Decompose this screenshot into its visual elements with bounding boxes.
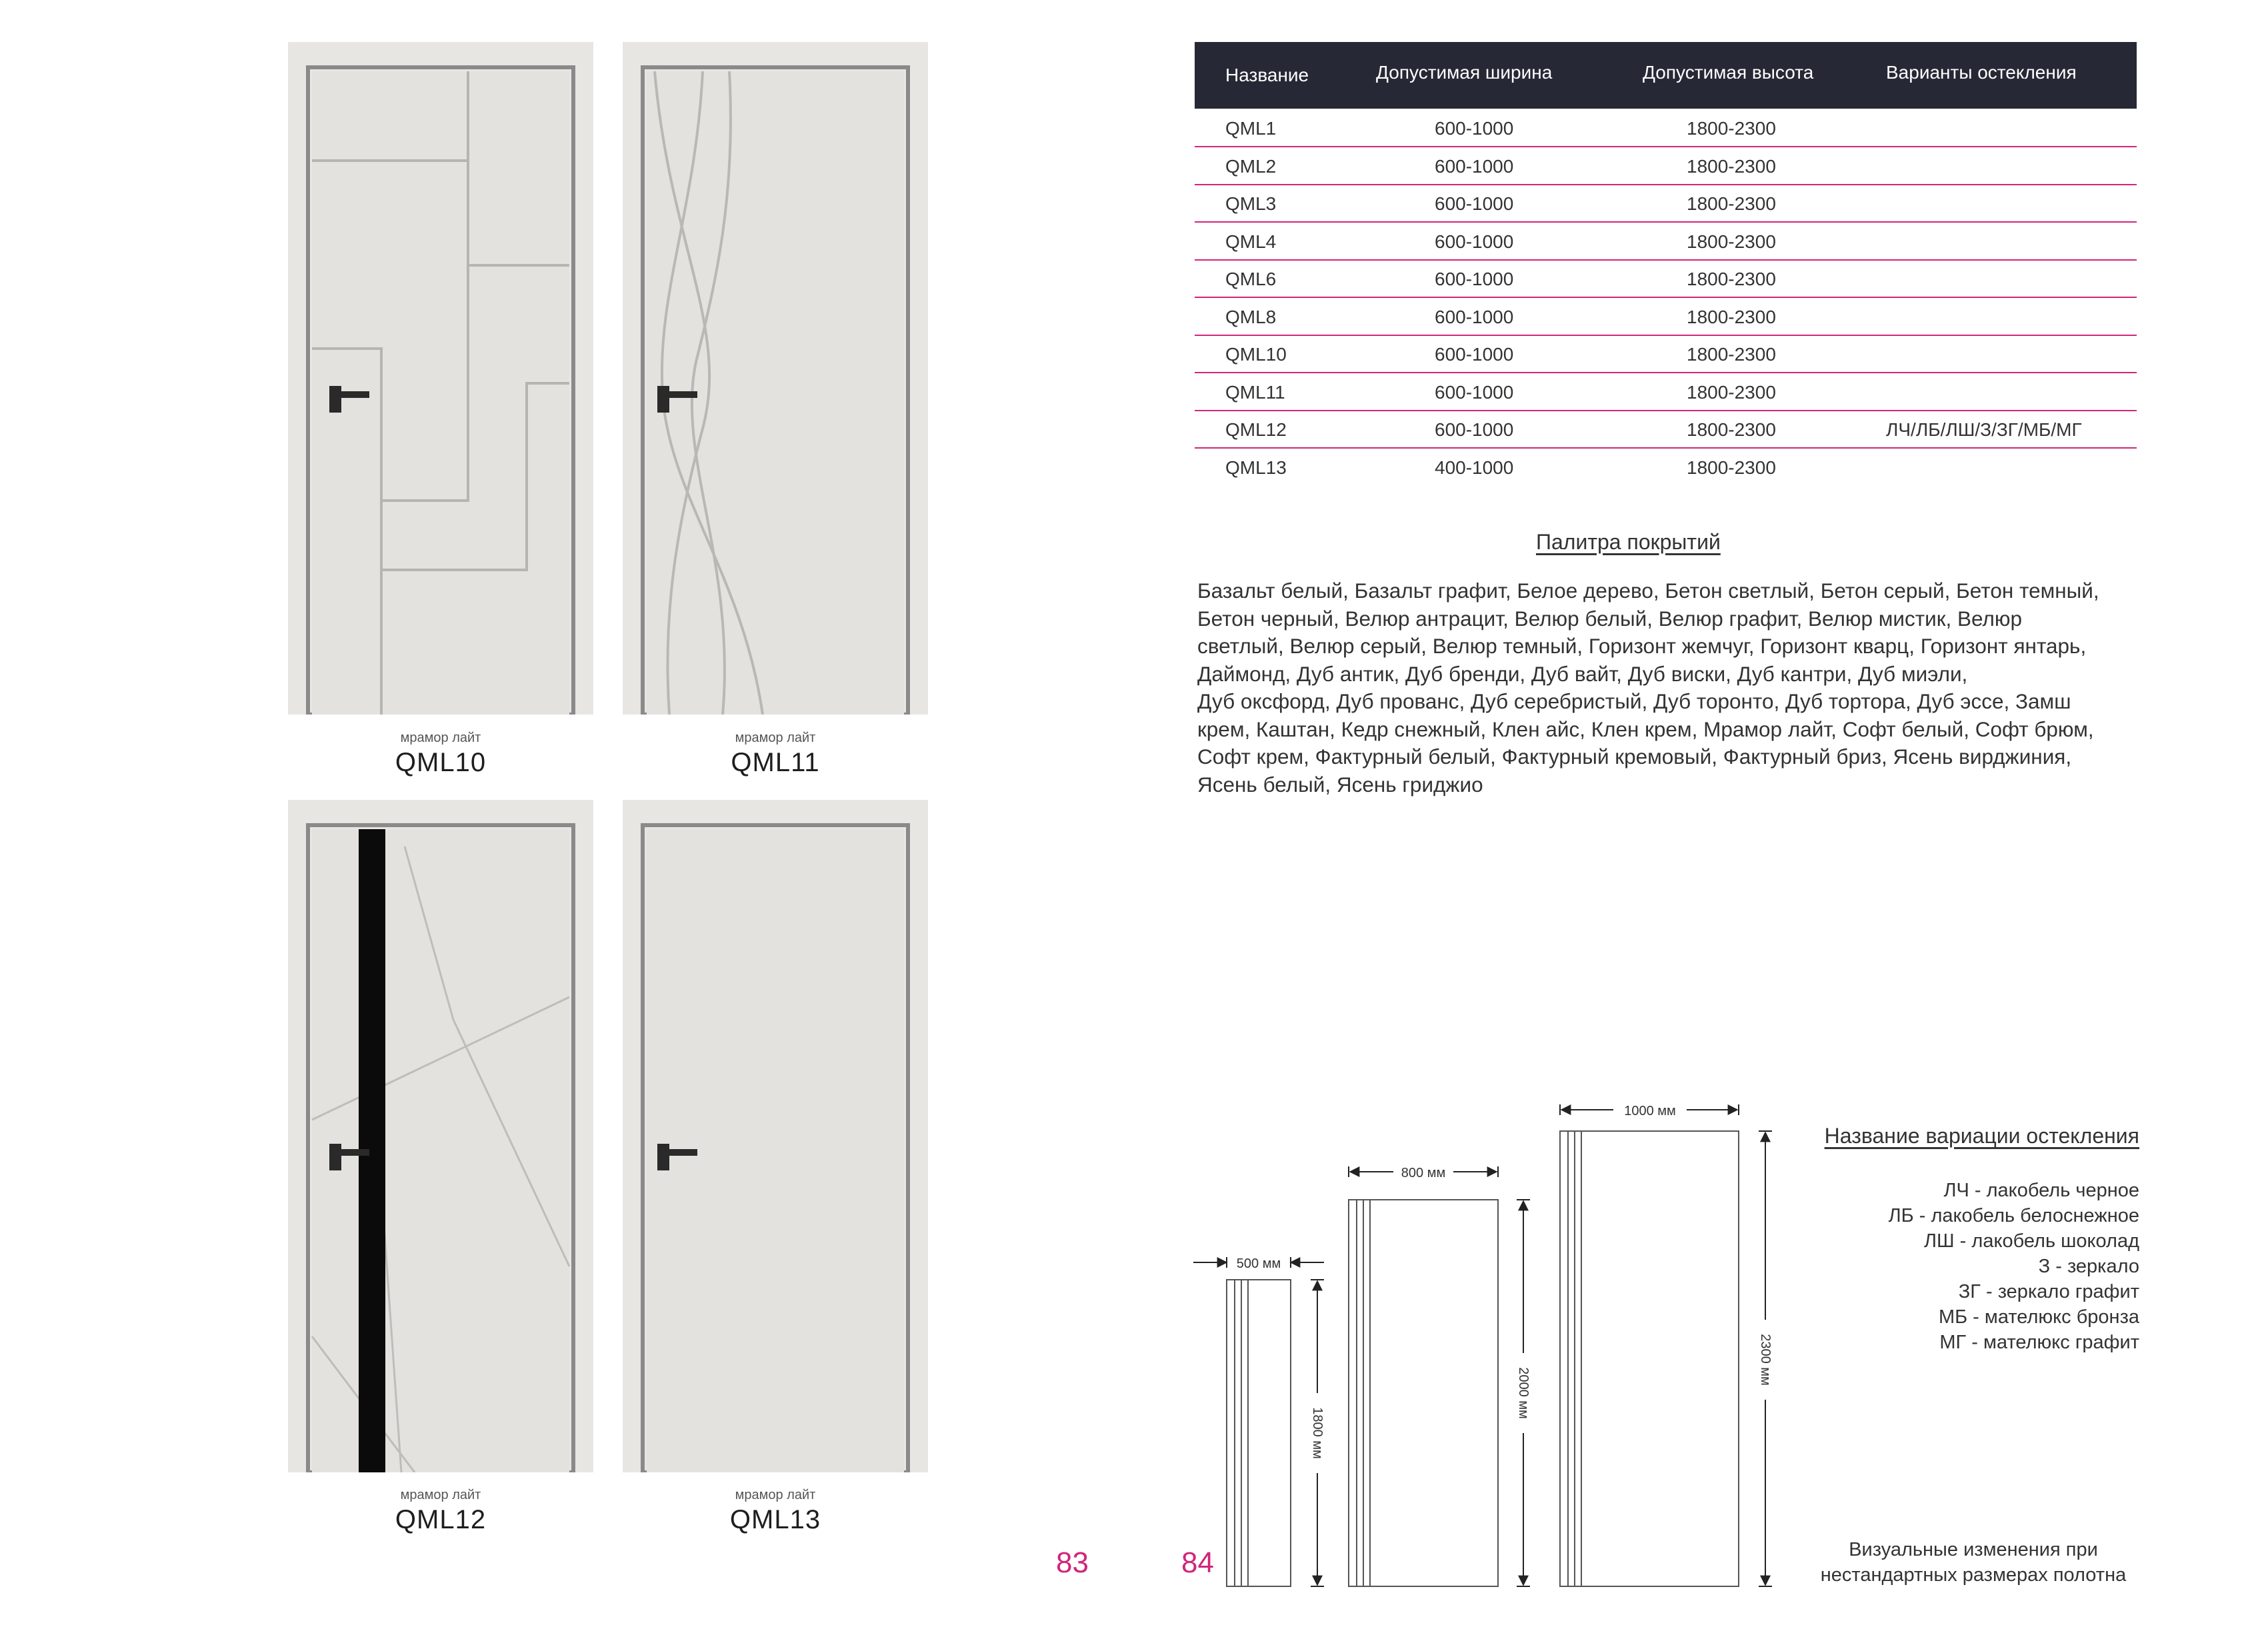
palette-line: Даймонд, Дуб антик, Дуб бренди, Дуб вайт, Дуб виски, Дуб кантри, Дуб миэли, [1197,661,1968,686]
table-row [1195,336,2137,373]
size-note-line: Визуальные изменения при [1849,1539,2098,1560]
header-glazing: Варианты остекления [1886,62,2077,83]
table-row [1195,185,2137,223]
cell-name: QML13 [1225,457,1287,478]
glazing-legend-item: ЛЧ - лакобель черное [1943,1180,2139,1201]
door-image-qml13 [623,800,928,1472]
glazing-legend-item: З - зеркало [2038,1256,2139,1277]
dim-width-medium: 800 мм [1401,1166,1446,1180]
cell-height: 1800-2300 [1687,419,1776,440]
palette-line: Дуб оксфорд, Дуб прованс, Дуб серебристый, Дуб торонто, Дуб тортора, Дуб эссе, Замш [1197,689,2071,713]
cell-height: 1800-2300 [1687,344,1776,365]
cell-name: QML4 [1225,231,1277,252]
size-diagram [1187,1093,1787,1600]
cell-height: 1800-2300 [1687,306,1776,327]
cell-width: 600-1000 [1435,344,1514,365]
cell-width: 600-1000 [1435,269,1514,289]
table-row [1195,411,2137,449]
table-row [1195,223,2137,261]
door-image-qml11 [623,42,928,715]
door-finish-qml10: мрамор лайт [400,731,481,745]
door-outline-medium [1349,1200,1498,1586]
cell-name: QML8 [1225,306,1277,327]
size-note [1800,1537,2147,1588]
cell-height: 1800-2300 [1687,269,1776,289]
table-row [1195,374,2137,411]
cell-width: 600-1000 [1435,155,1514,177]
cell-name: QML11 [1225,381,1285,403]
cell-width: 400-1000 [1435,457,1514,478]
palette-text [1197,577,2144,799]
cell-name: QML1 [1225,118,1277,139]
page-number-left: 83 [1056,1546,1089,1579]
cell-width: 600-1000 [1435,419,1514,440]
table-row [1195,449,2137,487]
palette-line: Софт крем, Фактурный белый, Фактурный кремовый, Фактурный бриз, Ясень вирджиния, [1197,745,2072,769]
door-finish-qml12: мрамор лайт [400,1488,481,1502]
cell-name: QML3 [1225,193,1277,214]
cell-height: 1800-2300 [1687,118,1776,139]
table-row [1195,148,2137,185]
door-qml12-drawing [288,800,593,1472]
cell-width: 600-1000 [1435,193,1514,214]
door-model-qml13: QML13 [729,1505,821,1534]
door-qml10-drawing [288,42,593,715]
cell-width: 600-1000 [1435,231,1514,252]
glazing-legend-item: МГ - мателюкс графит [1939,1332,2139,1353]
cell-width: 600-1000 [1435,118,1514,139]
door-finish-qml11: мрамор лайт [735,731,816,745]
palette-line: крем, Каштан, Кедр снежный, Клен айс, Клен крем, Мрамор лайт, Софт белый, Софт брюм, [1197,717,2094,741]
cell-width: 600-1000 [1435,306,1514,327]
dim-width-small: 500 мм [1236,1256,1281,1271]
cell-height: 1800-2300 [1687,193,1776,214]
glazing-legend-item: ЛШ - лакобель шоколад [1924,1230,2139,1252]
palette-line: Базальт белый, Базальт графит, Белое дерево, Бетон светлый, Бетон серый, Бетон темный, [1197,579,2099,603]
glazing-legend-item: ЗГ - зеркало графит [1958,1281,2139,1302]
cell-height: 1800-2300 [1687,381,1776,403]
size-table-header [1195,42,2137,109]
door-qml11-drawing [623,42,928,715]
door-model-qml11: QML11 [731,748,820,777]
door-model-qml12: QML12 [395,1505,487,1534]
glazing-legend-item: МБ - мателюкс бронза [1938,1306,2139,1328]
door-image-qml10 [288,42,593,715]
table-row [1195,261,2137,298]
cell-glazing: ЛЧ/ЛБ/ЛШ/З/ЗГ/МБ/МГ [1886,419,2082,440]
cell-name: QML6 [1225,269,1277,289]
door-model-qml10: QML10 [395,748,487,777]
page-number-right: 84 [1181,1546,1214,1579]
table-row [1195,299,2137,336]
cell-height: 1800-2300 [1687,155,1776,177]
cell-width: 600-1000 [1435,381,1514,403]
header-name: Название [1225,65,1309,85]
dim-height-medium: 2000 мм [1516,1367,1531,1419]
door-outline-large [1560,1131,1739,1586]
size-note-line: нестандартных размерах полотна [1820,1564,2127,1586]
palette-line: Ясень белый, Ясень гриджио [1197,772,1483,797]
door-finish-qml13: мрамор лайт [735,1488,816,1502]
door-qml13-drawing [623,800,928,1472]
dim-width-large: 1000 мм [1624,1104,1676,1118]
glazing-legend-title: Название вариации остекления [1824,1124,2139,1148]
palette-line: светлый, Велюр серый, Велюр темный, Горизонт жемчуг, Горизонт кварц, Горизонт янтарь, [1197,634,2087,658]
header-height: Допустимая высота [1643,62,1814,83]
glazing-legend-item: ЛБ - лакобель белоснежное [1888,1205,2139,1226]
cell-height: 1800-2300 [1687,457,1776,478]
palette-title: Палитра покрытий [1536,530,1721,554]
cell-height: 1800-2300 [1687,231,1776,252]
palette-line: Бетон черный, Велюр антрацит, Велюр белый, Велюр графит, Велюр мистик, Велюр [1197,606,2023,631]
cell-name: QML12 [1225,419,1287,440]
door-outline-small [1227,1280,1291,1586]
dim-height-small: 1800 мм [1310,1407,1325,1459]
door-image-qml12 [288,800,593,1472]
table-row [1195,110,2137,147]
header-width: Допустимая ширина [1376,62,1553,83]
cell-name: QML10 [1225,344,1287,365]
cell-name: QML2 [1225,155,1277,177]
dim-height-large: 2300 мм [1758,1334,1773,1386]
